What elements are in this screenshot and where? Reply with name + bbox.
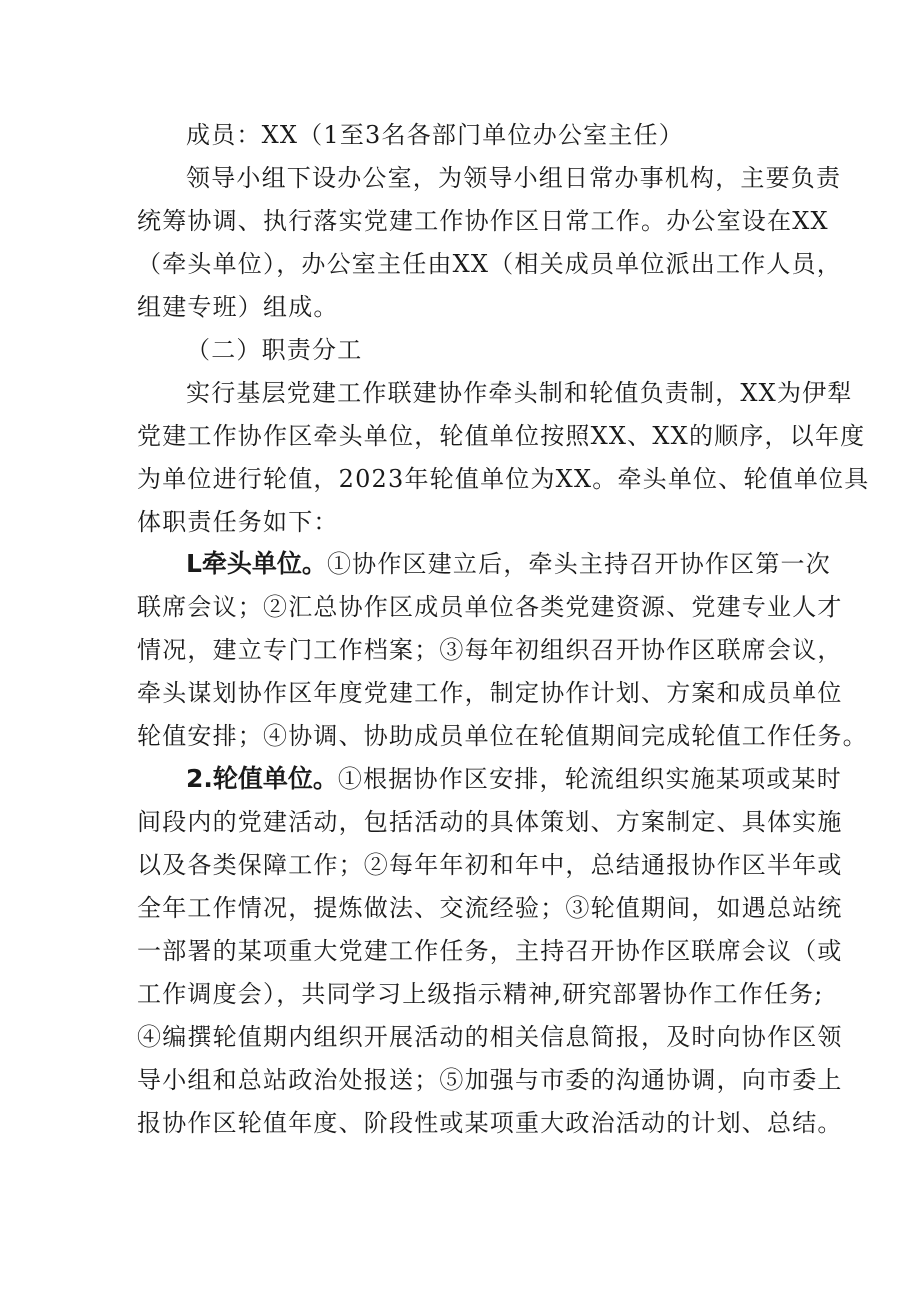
rotating-unit-heading: 2.轮值单位。 (186, 764, 338, 793)
office-paragraph-line-3: （牵头单位），办公室主任由XX（相关成员单位派出工作人员， (137, 250, 842, 278)
section-heading: （二）职责分工 (186, 336, 363, 364)
duty-intro-line-4: 体职责任务如下： (137, 508, 339, 536)
lead-unit-text: ①协作区建立后，牵头主持召开协作区第一次 (326, 550, 831, 578)
lead-unit-line-4: 牵头谋划协作区年度党建工作，制定协作计划、方案和成员单位 (137, 679, 843, 707)
rotating-unit-line-4: 全年工作情况，提炼做法、交流经验；③轮值期间，如遇总站统 (137, 894, 843, 922)
duty-intro-line-3: 为单位进行轮值，2023年轮值单位为XX。牵头单位、轮值单位具 (137, 465, 870, 493)
rotating-unit-text: ①根据协作区安排，轮流组织实施某项或某时 (337, 765, 842, 793)
members-line: 成员：XX（1至3名各部门单位办公室主任） (186, 121, 684, 149)
office-paragraph-line-1: 领导小组下设办公室，为领导小组日常办事机构，主要负责 (186, 164, 842, 192)
office-paragraph-line-2: 统筹协调、执行落实党建工作协作区日常工作。办公室设在XX (137, 207, 829, 235)
lead-unit-line-2: 联席会议；②汇总协作区成员单位各类党建资源、党建专业人才 (137, 593, 843, 621)
rotating-unit-first-line (186, 764, 842, 794)
rotating-unit-line-3: 以及各类保障工作；②每年年初和年中，总结通报协作区半年或 (137, 851, 843, 879)
lead-unit-first-line (186, 549, 831, 579)
lead-unit-line-5: 轮值安排；④协调、协助成员单位在轮值期间完成轮值工作任务。 (137, 722, 868, 750)
duty-intro-line-1: 实行基层党建工作联建协作牵头制和轮值负责制，XX为伊犁 (186, 379, 853, 407)
rotating-unit-line-8: 导小组和总站政治处报送；⑤加强与市委的沟通协调，向市委上 (137, 1066, 843, 1094)
rotating-unit-line-9: 报协作区轮值年度、阶段性或某项重大政治活动的计划、总结。 (137, 1109, 843, 1137)
rotating-unit-line-6: 工作调度会），共同学习上级指示精神,研究部署协作工作任务; (137, 980, 824, 1008)
lead-unit-heading: L牵头单位。 (186, 549, 327, 578)
office-paragraph-line-4: 组建专班）组成。 (137, 293, 339, 321)
rotating-unit-line-5: 一部署的某项重大党建工作任务，主持召开协作区联席会议（或 (137, 937, 843, 965)
lead-unit-line-3: 情况，建立专门工作档案；③每年初组织召开协作区联席会议， (137, 636, 843, 664)
duty-intro-line-2: 党建工作协作区牵头单位，轮值单位按照XX、XX的顺序，以年度 (137, 422, 866, 450)
rotating-unit-line-2: 间段内的党建活动，包括活动的具体策划、方案制定、具体实施 (137, 808, 843, 836)
rotating-unit-line-7: ④编撰轮值期内组织开展活动的相关信息简报，及时向协作区领 (137, 1023, 843, 1051)
